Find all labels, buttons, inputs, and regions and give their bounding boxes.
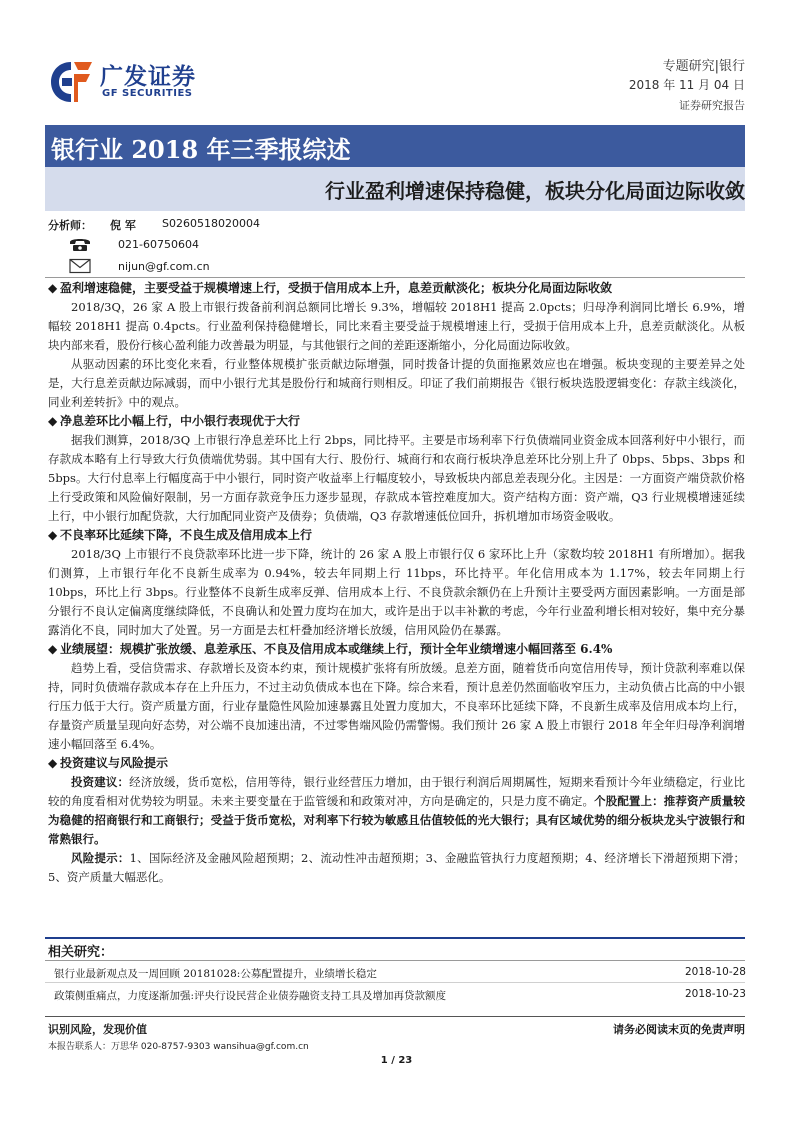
paragraph: 2018/3Q，26 家 A 股上市银行拨备前利润总额同比增长 9.3%，增幅较 2018H1 提高 2.0pcts；归母净利润同比增长 6.9%，增幅较 2018H1 提高 0.4pcts。行业盈利保持稳健增长，同比来看主要受益于规模增速上行，受损于信用成本上升，息差贡献淡化。从板块内部来看，股份行核心盈利能力改善最为明显，与其他银行之间的差距逐渐缩小，分化局面边际收敛。	[48, 300, 745, 352]
paragraph: 据我们测算，2018/3Q 上市银行净息差环比上行 2bps，同比持平。主要是市场利率下行负债端同业资金成本回落利好中小银行，而存款成本略有上行导致大行负债端优势弱。其中国有大行、股份行、城商行和农商行板块净息差环比分别上升了 0bps、5bps、3bps 和 5bps。大行付息率上行幅度高于中小银行，同时资产收益率上行幅度较小，导致板块内部息差表现分化。主因是：一方面资产端贷款价格上行受政策和风险偏好限制，另一方面存款竞争压力逐步显现，存款成本管控难度加大。资产结构方面：资产端，Q3 行业规模增速延续上行，中小银行加配贷款，大行加配同业资产及债券；负债端，Q3 存款增速低位回升，拆机增加市场资金吸收。	[48, 433, 745, 523]
analyst-label: 分析师：	[48, 219, 92, 232]
logo-name-en: GF SECURITIES	[102, 88, 193, 99]
report-kind: 证券研究报告	[679, 99, 745, 112]
section-heading: ◆ 投资建议与风险提示	[48, 754, 745, 773]
paragraph: 从驱动因素的环比变化来看，行业整体规模扩张贡献边际增强，同时拨备计提的负面拖累效应也在增强。板块变现的主要差异之处是，大行息差贡献边际减弱，而中小银行尤其是股份行和城商行则相反。印证了我们前期报告《银行板块选股逻辑变化：存款主线淡化，同业利差转折》中的观点。	[48, 357, 745, 409]
page-title: 银行业 2018 年三季报综述	[51, 135, 351, 164]
envelope-icon	[68, 258, 92, 274]
phone-icon	[68, 236, 92, 252]
related-item-title[interactable]: 政策侧重痛点，力度逐渐加强:评央行设民营企业债券融资支持工具及增加再贷款额度	[54, 990, 447, 1002]
analyst-phone: 021-60750604	[118, 238, 199, 251]
report-type: 专题研究|银行	[662, 59, 745, 74]
related-item-date: 2018-10-23	[684, 988, 746, 1000]
footer-contact: 本报告联系人：万思华 020-8757-9303 wansihua@gf.com.cn	[48, 1042, 309, 1052]
report-summary	[48, 279, 745, 887]
divider	[45, 937, 745, 939]
diamond-bullet-icon: ◆	[48, 756, 58, 770]
risk-warning: 风险提示：1、国际经济及金融风险超预期；2、流动性冲击超预期；3、金融监管执行力度超预期；4、经济增长下滑超预期下滑；5、资产质量大幅恶化。	[48, 851, 746, 884]
logo-name-cn: 广发证券	[100, 64, 196, 90]
divider	[45, 960, 745, 961]
paragraph: 2018/3Q 上市银行不良贷款率环比进一步下降，统计的 26 家 A 股上市银行仅 6 家环比上升（家数均较 2018H1 有所增加）。据我们测算，上市银行年化不良新生成率为 0.94%，较去年同期上行 11bps，环比持平。年化信用成本为 1.17%，较去年同期上行 10bps，环比上行 3bps。行业整体不良新生成率反弹、信用成本上行、不良贷款余额仍在上升预计主要受两方面因素影响。一方面是部分银行不良认定偏离度继续降低，不良确认和处置力度均在加大，或许是出于以丰补歉的考虑，今年行业盈利增长相对较好，集中充分暴露消化不良，同时加大了处置。另一方面是去杠杆叠加经济增长放缓，信用风险仍在暴露。	[48, 547, 745, 637]
related-item[interactable]	[54, 988, 746, 1003]
divider	[45, 1016, 745, 1017]
footer-disclaimer: 请务必阅读末页的免责声明	[613, 1023, 745, 1036]
section-heading: ◆ 净息差环比小幅上行，中小银行表现优于大行	[48, 412, 745, 431]
analyst-email[interactable]: nijun@gf.com.cn	[118, 260, 210, 273]
divider	[45, 277, 745, 278]
related-item-title[interactable]: 银行业最新观点及一周回顾 20181028:公募配置提升，业绩增长稳定	[54, 968, 377, 980]
page-number: 1 / 23	[380, 1055, 413, 1066]
analyst-cert: S0260518020004	[162, 217, 260, 230]
related-research-title: 相关研究：	[48, 945, 114, 960]
title-band	[45, 125, 745, 167]
investment-advice: 投资建议：经济放缓，货币宽松，信用等待，银行业经营压力增加，由于银行利润后周期属性，短期来看预计今年业绩稳定，行业比较的角度看相对优势较为明显。未来主要变量在于监管缓和和政策对冲，方向是确定的，只是力度不确定。个股配置上：推荐资产质量较为稳健的招商银行和工商银行；受益于货币宽松，对利率下行较为敏感且估值较低的光大银行；具有区域优势的细分板块龙头宁波银行和常熟银行。	[48, 775, 746, 846]
analyst-name: 倪 军	[110, 219, 136, 232]
gf-logo-mark-icon	[48, 60, 94, 104]
report-date: 2018 年 11 月 04 日	[628, 78, 745, 92]
diamond-bullet-icon: ◆	[48, 642, 58, 656]
page-subtitle: 行业盈利增速保持稳健，板块分化局面边际收敛	[325, 179, 745, 203]
diamond-bullet-icon: ◆	[48, 414, 58, 428]
divider	[45, 982, 745, 983]
section-heading: ◆ 不良率环比延续下降，不良生成及信用成本上行	[48, 526, 745, 545]
subtitle-band	[45, 167, 745, 211]
diamond-bullet-icon: ◆	[48, 281, 58, 295]
paragraph: 趋势上看，受信贷需求、存款增长及资本约束，预计规模扩张将有所放缓。息差方面，随着货币向宽信用传导，预计贷款利率难以保持，同时负债端存款成本存在上升压力，不过主动负债成本也在下降。综合来看，预计息差仍然面临收窄压力，主动负债占比高的中小银行压力低于大行。资产质量方面，行业存量隐性风险加速暴露且处置力度加大，不良率环比延续下降，不良新生成率及信用成本均上行，存量资产质量呈现向好态势，对公端不良加速出清，不过零售端风险仍需警惕。我们预计 26 家 A 股上市银行 2018 年全年归母净利润增速小幅回落至 6.4%。	[48, 661, 745, 751]
company-logo	[48, 58, 208, 106]
section-heading: ◆ 业绩展望：规模扩张放缓、息差承压、不良及信用成本或继续上行，预计全年业绩增速小幅回落至 6.4%	[48, 640, 745, 659]
diamond-bullet-icon: ◆	[48, 528, 58, 542]
related-item[interactable]	[54, 966, 746, 981]
section-heading: ◆ 盈利增速稳健，主要受益于规模增速上行，受损于信用成本上升，息差贡献淡化；板块分化局面边际收敛	[48, 279, 745, 298]
footer-slogan: 识别风险，发现价值	[48, 1023, 147, 1036]
related-item-date: 2018-10-28	[684, 966, 746, 978]
